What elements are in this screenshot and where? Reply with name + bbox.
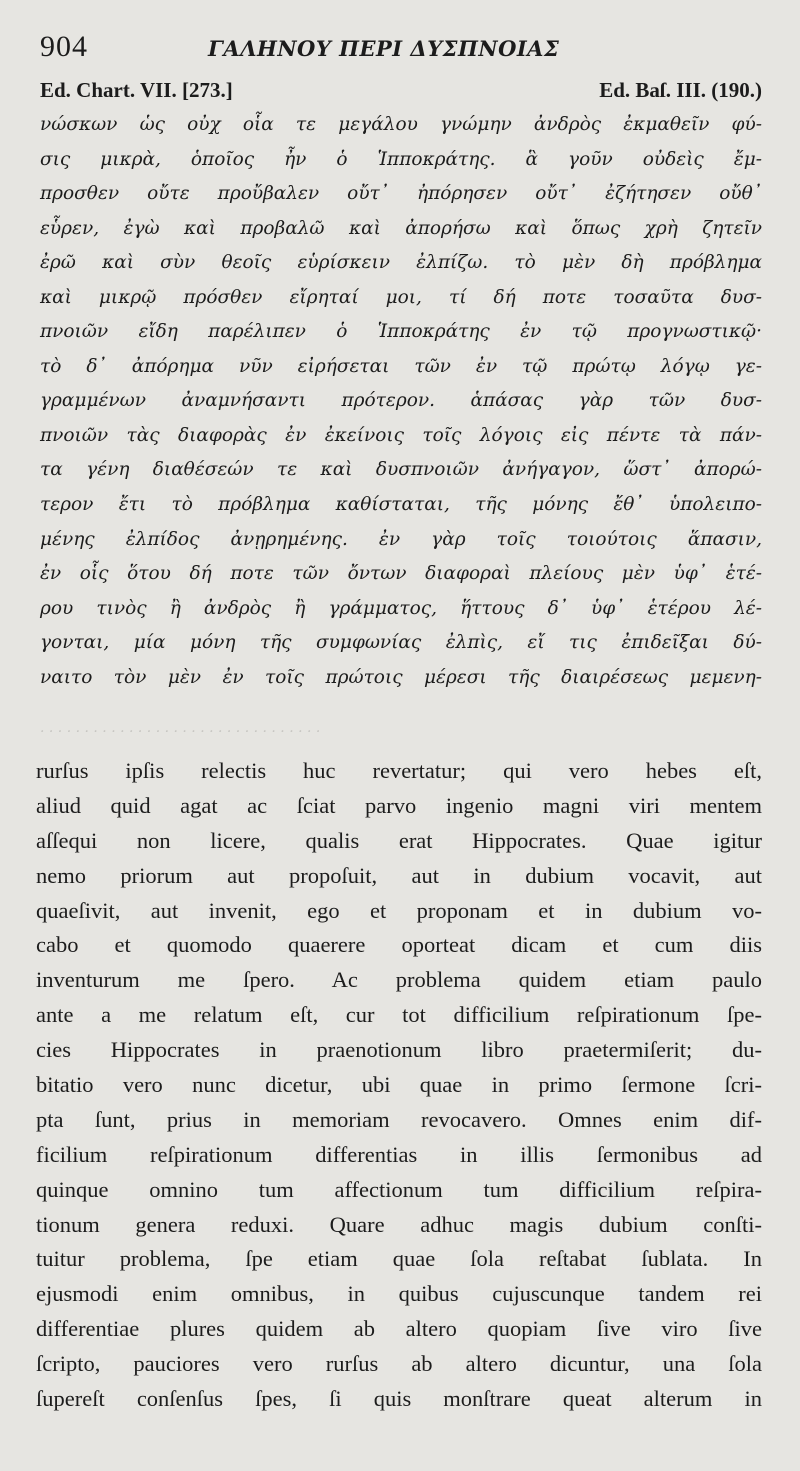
running-title: ΓΑΛΗΝΟΥ ΠΕΡΙ ΔΥΣΠΝΟΙΑΣ (208, 36, 560, 61)
greek-text-line: μένης ἐλπίδος ἀνῃρημένης. ἐν γὰρ τοῖς τοιούτοις ἅπασιν, (40, 528, 762, 550)
latin-text-line: pta ſunt, prius in memoriam revocavero. Omnes enim dif- (36, 1106, 762, 1132)
latin-text-line: bitatio vero nunc dicetur, ubi quae in primo ſermone ſcri- (36, 1072, 762, 1098)
latin-text-column (36, 754, 762, 1417)
greek-text-line: τὸ δ᾽ ἀπόρημα νῦν εἰρήσεται τῶν ἐν τῷ πρώτῳ λόγῳ γε- (40, 355, 762, 377)
greek-text-line: εὗρεν, ἐγὼ καὶ προβαλῶ καὶ ἀπορήσω καὶ ὅπως χρὴ ζητεῖν (40, 217, 762, 239)
greek-text-line: νώσκων ὡς οὐχ οἷα τε μεγάλου γνώμην ἀνδρὸς ἐκμαθεῖν φύ- (40, 114, 762, 135)
latin-text-line: quaeſivit, aut invenit, ego et proponam et in dubium vo- (36, 897, 762, 923)
page-header (40, 28, 762, 68)
latin-text-line: cabo et quomodo quaerere oporteat dicam et cum diis (36, 932, 762, 958)
latin-text-line: ante a me relatum eſt, cur tot difficilium reſpirationum ſpe- (36, 1002, 762, 1028)
greek-text-line: πνοιῶν εἴδη παρέλιπεν ὁ Ἱπποκράτης ἐν τῷ προγνωστικῷ· (40, 321, 762, 343)
latin-text-line: ejusmodi enim omnibus, in quibus cujuscunque tandem rei (36, 1281, 762, 1307)
latin-text-line: quinque omnino tum affectionum tum difficilium reſpira- (36, 1176, 762, 1202)
greek-text-line: πνοιῶν τὰς διαφορὰς ἐν ἐκείνοις τοῖς λόγοις εἰς πέντε τὰ πάν- (40, 424, 762, 446)
greek-text-line: προσθεν οὔτε προὔβαλεν οὔτ᾽ ἠπόρησεν οὔτ᾽ ἐζήτησεν οὔθ᾽ (40, 183, 762, 205)
greek-text-line: τα γένη διαθέσεών τε καὶ δυσπνοιῶν ἀνήγαγον, ὥστ᾽ ἀπορώ- (40, 459, 762, 481)
latin-text-line: aſſequi non licere, qualis erat Hippocrates. Quae igitur (36, 827, 762, 853)
greek-text-line: γονται, μία μόνη τῆς συμφωνίας ἐλπὶς, εἴ τις ἐπιδεῖξαι δύ- (40, 632, 762, 654)
latin-text-line: tuitur problema, ſpe etiam quae ſola reſtabat ſublata. In (36, 1246, 762, 1272)
page-number: 904 (40, 30, 88, 63)
latin-text-line: nemo priorum aut propoſuit, aut in dubium vocavit, aut (36, 862, 762, 888)
greek-text-line: ἐν οἷς ὅτου δή ποτε τῶν ὄντων διαφοραὶ πλείους μὲν ὑφ᾽ ἑτέ- (40, 563, 762, 585)
greek-text-line: ρου τινὸς ἢ ἀνδρὸς ἢ γράμματος, ἥττους δ᾽ ὑφ᾽ ἑτέρου λέ- (40, 597, 762, 619)
edition-references (40, 78, 762, 108)
latin-text-line: inventurum me ſpero. Ac problema quidem etiam paulo (36, 967, 762, 993)
greek-text-line: τερον ἔτι τὸ πρόβλημα καθίσταται, τῆς μόνης ἔθ᾽ ὑπολειπο- (40, 494, 762, 516)
latin-text-line: ſupereſt conſenſus ſpes, ſi quis monſtrare queat alterum in (36, 1386, 762, 1412)
latin-text-line: differentiae plures quidem ab altero quopiam ſive viro ſive (36, 1316, 762, 1342)
latin-text-line: rurſus ipſis relectis huc revertatur; qui vero hebes eſt, (36, 758, 762, 783)
edition-reference-basel: Ed. Baſ. III. (190.) (599, 78, 762, 102)
latin-text-line: cies Hippocrates in praenotionum libro praetermiſerit; du- (36, 1037, 762, 1063)
latin-text-line: ſcripto, pauciores vero rurſus ab altero dicuntur, una ſola (36, 1351, 762, 1377)
latin-text-line: tionum genera reduxi. Quare adhuc magis dubium conſti- (36, 1211, 762, 1237)
greek-text-line: σις μικρὰ, ὁποῖος ἦν ὁ Ἱπποκράτης. ἃ γοῦν οὐδεὶς ἔμ- (40, 148, 762, 170)
edition-reference-chartier: Ed. Chart. VII. [273.] (40, 78, 233, 102)
greek-text-line: ναιτο τὸν μὲν ἐν τοῖς πρώτοις μέρεσι τῆς διαιρέσεως μεμενη- (40, 666, 762, 688)
show-through-text: · · · · · · · · · · · · · · · · · · · · · · · · · · · · · · · · (40, 724, 321, 740)
latin-text-line: aliud quid agat ac ſciat parvo ingenio magni viri mentem (36, 792, 762, 818)
greek-text-column (40, 108, 762, 695)
greek-text-line: ἐρῶ καὶ σὺν θεοῖς εὑρίσκειν ἐλπίζω. τὸ μὲν δὴ πρόβλημα (40, 252, 762, 274)
greek-text-line: καὶ μικρῷ πρόσθεν εἴρηταί μοι, τί δή ποτε τοσαῦτα δυσ- (40, 286, 762, 308)
latin-text-line: ficilium reſpirationum differentias in illis ſermonibus ad (36, 1141, 762, 1167)
greek-text-line: γραμμένων ἀναμνήσαντι πρότερον. ἁπάσας γὰρ τῶν δυσ- (40, 390, 762, 412)
